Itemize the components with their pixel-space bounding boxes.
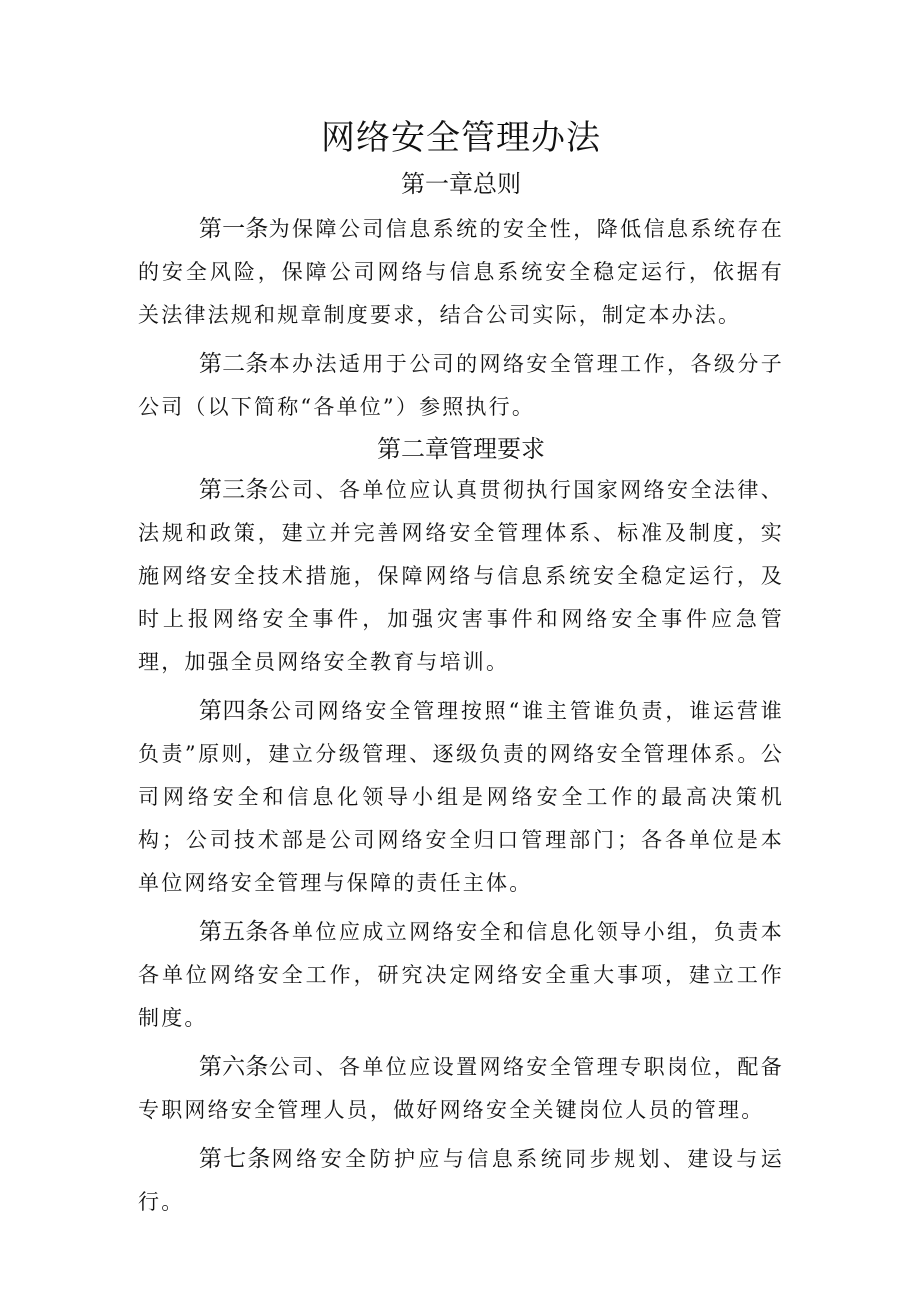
article-number: 第五条 [198,919,269,945]
article-number: 第六条 [198,1054,269,1080]
article-paragraph [138,343,784,429]
chapter-2 [138,431,784,1224]
chapter-title: 第一章总则 [401,170,521,198]
article-number: 第四条 [198,698,270,724]
article-paragraph [138,469,784,684]
document-title: 网络安全管理办法 [321,118,601,158]
article-paragraph [138,1138,784,1224]
article-text: 本办法适用于公司的网络安全管理工作，各级分子公司（以下简称“各单位”）参照执行。 [138,352,784,419]
article-number: 第一条 [198,216,269,242]
article-number: 第七条 [198,1146,272,1172]
article-text: 各单位应成立网络安全和信息化领导小组，负责本各单位网络安全工作，研究决定网络安全重大事项，建立工作制度。 [138,920,784,1030]
article-paragraph [138,1046,784,1132]
article-text: 公司、各单位应认真贯彻执行国家网络安全法律、法规和政策，建立并完善网络安全管理体系、标准及制度，实施网络安全技术措施，保障网络与信息系统安全稳定运行，及时上报网络安全事件，加强灾害事件和网络安全事件应急管理，加强全员网络安全教育与培训。 [138,478,784,674]
article-text: 公司、各单位应设置网络安全管理专职岗位，配备专职网络安全管理人员，做好网络安全关键岗位人员的管理。 [138,1055,784,1122]
article-text: 网络安全防护应与信息系统同步规划、建设与运行。 [138,1147,785,1214]
article-number: 第三条 [198,477,269,503]
article-number: 第二条 [198,351,269,377]
article-paragraph [138,690,784,905]
chapter-1 [138,166,784,429]
article-paragraph [138,208,784,337]
chapter-title: 第二章管理要求 [377,435,545,463]
article-text: 公司网络安全管理按照“谁主管谁负责，谁运营谁负责”原则，建立分级管理、逐级负责的网络安全管理体系。公司网络安全和信息化领导小组是网络安全工作的最高决策机构；公司技术部是公司网络安全归口管理部门；各各单位是本单位网络安全管理与保障的责任主体。 [138,699,784,895]
article-paragraph [138,911,784,1040]
article-text: 为保障公司信息系统的安全性，降低信息系统存在的安全风险，保障公司网络与信息系统安全稳定运行，依据有关法律法规和规章制度要求，结合公司实际，制定本办法。 [138,217,784,327]
